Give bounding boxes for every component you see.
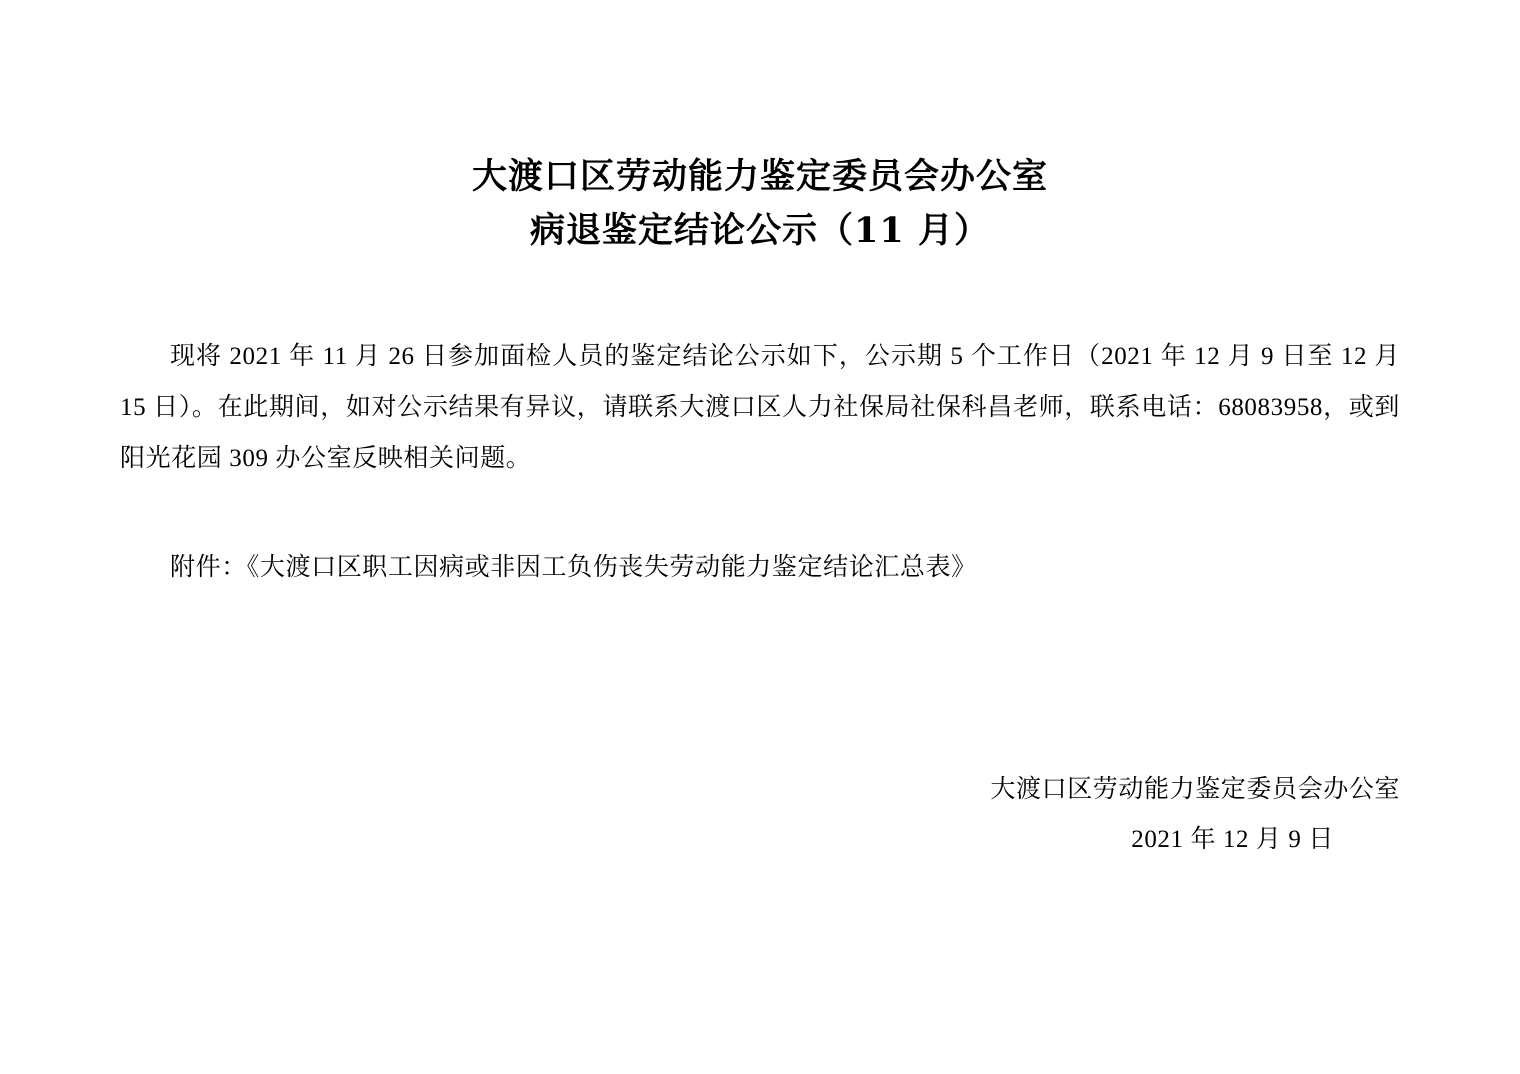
signature-issuer: 大渡口区劳动能力鉴定委员会办公室 (990, 776, 1400, 803)
signature-block (990, 765, 1400, 865)
notice-paragraph: 现将 2021 年 11 月 26 日参加面检人员的鉴定结论公示如下，公示期 5 个工作日（2021 年 12 月 9 日至 12 月 15 日）。在此期间，如对公示结果有异议，请联系大渡口区人力社保局社保科昌老师，联系电话：68083958，或到阳光花园 309 办公室反映相关问题。 (120, 342, 1400, 472)
document-title (120, 0, 1400, 259)
signature-date: 2021 年 12 月 9 日 (1131, 826, 1334, 853)
title-line-1: 大渡口区劳动能力鉴定委员会办公室 (471, 156, 1048, 197)
attachment-line: 附件：《大渡口区职工因病或非因工负伤丧失劳动能力鉴定结论汇总表》 (170, 554, 977, 582)
document-body (120, 331, 1400, 594)
title-line-2: 病退鉴定结论公示（11 月） (530, 210, 990, 252)
